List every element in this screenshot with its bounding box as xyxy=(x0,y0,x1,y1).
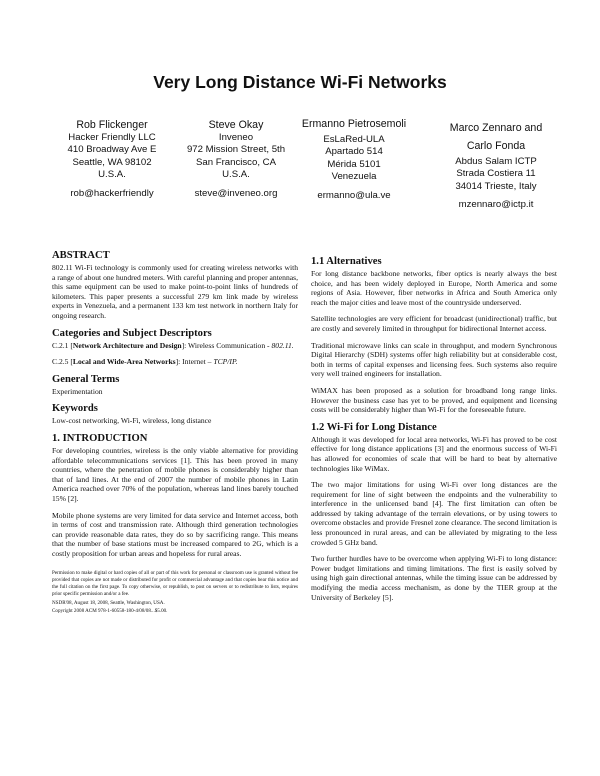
abstract-text: 802.11 Wi-Fi technology is commonly used for creating wireless networks with a range of about one hundred meters. With careful planning and proper antennas, this same equipment can be used to make point-to-point links of hundreds of kilometers. This paper presents a successful 279 km link made by wireless experts in Venezuela, and a permanent 133 km test network in northern Italy for ongoing research. xyxy=(52,263,298,320)
author-city: Mérida 5101 xyxy=(327,158,381,170)
author-email: mzennaro@ictp.it xyxy=(458,199,534,211)
author-4 xyxy=(432,121,560,212)
copyright-text: Copyright 2008 ACM 978-1-60558-180-4/08/08...$5.00. xyxy=(52,608,168,615)
author-name: Ermanno Pietrosemoli xyxy=(301,118,407,130)
section-heading: 1. INTRODUCTION xyxy=(52,432,148,444)
section-heading: General Terms xyxy=(52,373,120,385)
paragraph: For developing countries, wireless is the only viable alternative for providing affordable telecommunications services [1]. This has been proved in many countries, where the penetration of mobile phones is considerably higher than that of land lines. At the end of 2007 the number of mobile phones in Latin America reached over 70% of the population, whereas land lines barely touched 15% [2]. xyxy=(52,445,298,503)
left-column xyxy=(52,250,298,617)
paragraph: For long distance backbone networks, fiber optics is nearly always the best choice, and has been widely deployed in Europe, North America and some regions of Asia. However, fiber networks in Africa and South America only reach the major cities and leave most of the countryside underserved. xyxy=(311,269,557,307)
section-heading: ABSTRACT xyxy=(52,250,110,261)
paragraph: Satellite technologies are very efficient for broadcast (unidirectional) traffic, but are costly and severely limited in throughput for bidirectional Internet access. xyxy=(311,314,557,333)
author-country: Venezuela xyxy=(331,171,377,183)
author-address: Apartado 514 xyxy=(325,146,383,158)
introduction-section xyxy=(52,433,298,559)
category-entry: C.2.1 [Network Architecture and Design]: Wireless Communication - 802.11. xyxy=(52,340,294,350)
general-terms-text: Experimentation xyxy=(52,386,103,396)
author-affiliation: Inveneo xyxy=(218,132,254,143)
wifi-long-distance-section xyxy=(311,422,557,603)
author-address: Strada Costiera 11 xyxy=(456,168,536,180)
general-terms-section xyxy=(52,374,298,397)
conference-text: NSDR'08, August 18, 2008, Seattle, Washington, USA. xyxy=(52,599,165,606)
author-2 xyxy=(170,118,302,200)
alternatives-section xyxy=(311,256,557,415)
paragraph: Traditional microwave links can scale in throughput, and modern Synchronous Digital Hierarchy (SDH) systems offer high reliability but at considerable cost, both in terms of capital expenses and licensing fees. Such systems also require very well trained engineers for installation. xyxy=(311,340,557,379)
section-heading: 1.1 Alternatives xyxy=(311,256,382,267)
author-country: U.S.A. xyxy=(98,169,126,181)
paragraph: Mobile phone systems are very limited for data service and Internet access, both in terms of cost and transmission rate. Although third generation technologies can provide reasonable data rates, they do so by sacrificing range. This means that the number of base stations must be increased compared to 2G, which is a costly proposition for urban areas and hopeless for rural areas. xyxy=(52,510,298,558)
right-column xyxy=(311,256,557,609)
keywords-section xyxy=(52,403,298,426)
author-email: steve@inveneo.org xyxy=(194,187,278,199)
category-entry: C.2.5 [Local and Wide-Area Networks]: Internet – TCP/IP. xyxy=(52,357,238,367)
author-address: 972 Mission Street, 5th xyxy=(186,144,286,156)
author-city: San Francisco, CA xyxy=(196,156,276,168)
author-affiliation: Hacker Friendly LLC xyxy=(68,132,156,143)
paragraph: WiMAX has been proposed as a solution for broadband long range links. However the business case has yet to be proved, and equipment and licensing costs will be considerably higher than Wi-Fi for the foreseeable future. xyxy=(311,385,557,415)
paragraph: Two further hurdles have to be overcome when applying Wi-Fi to long distance: Power budget limitations and timing limitations. The first is easily solved by using high gain directional antennas, while the timing issue can be addressed by modifying the media access mechanism, as done by the TIER group at the University of Berkeley [5]. xyxy=(311,554,557,602)
author-name: Steve Okay xyxy=(208,119,264,131)
author-name-second: Carlo Fonda xyxy=(466,140,526,152)
author-city: 34014 Trieste, Italy xyxy=(455,180,537,192)
categories-section xyxy=(52,328,298,367)
section-heading: 1.2 Wi-Fi for Long Distance xyxy=(311,421,437,433)
paper-title: Very Long Distance Wi-Fi Networks xyxy=(153,72,447,92)
paragraph: The two major limitations for using Wi-Fi over long distances are the requirement for line of sight between the endpoints and the vulnerability to interference in the unlicensed band [4]. The first limitation can often be addressed by taking advantage of the terrain elevations, or by using towers to overcome obstacles and provide Fresnel zone clearance. The second limitation is less pronounced in rural areas, and can be alleviated by migrating to the less crowded 5 GHz band. xyxy=(311,480,557,547)
author-name: Rob Flickenger xyxy=(76,119,148,131)
author-address: 410 Broadway Ave E xyxy=(67,144,157,156)
author-affiliation: EsLaRed-ULA xyxy=(323,134,385,145)
section-heading: Categories and Subject Descriptors xyxy=(52,327,212,339)
permission-text: Permission to make digital or hard copies of all or part of this work for personal or classroom use is granted without fee provided that copies are not made or distributed for profit or commercial advantage and that copies bear this notice and the full citation on the first page. To copy otherwise, or republish, to post on servers or to redistribute to lists, requires prior specific permission and/or a fee. xyxy=(52,570,298,597)
paragraph: Although it was developed for local area networks, Wi-Fi has proved to be cost effective for long distance applications [3] and the enormous success of Wi-Fi has allowed for economies of scale that will be hard to beat by alternative technologies like WiMax. xyxy=(311,434,557,473)
keywords-text: Low-cost networking, Wi-Fi, wireless, long distance xyxy=(52,416,212,426)
author-email: ermanno@ula.ve xyxy=(317,189,391,201)
author-affiliation: Abdus Salam ICTP xyxy=(455,156,537,167)
author-email: rob@hackerfriendly xyxy=(70,187,154,199)
copyright-notice xyxy=(52,570,298,615)
section-heading: Keywords xyxy=(52,403,98,415)
author-1 xyxy=(52,118,172,200)
author-country: U.S.A. xyxy=(222,169,250,181)
author-city: Seattle, WA 98102 xyxy=(72,156,152,168)
abstract-section xyxy=(52,250,298,321)
author-name: Marco Zennaro and xyxy=(449,122,543,134)
author-3 xyxy=(290,117,418,202)
